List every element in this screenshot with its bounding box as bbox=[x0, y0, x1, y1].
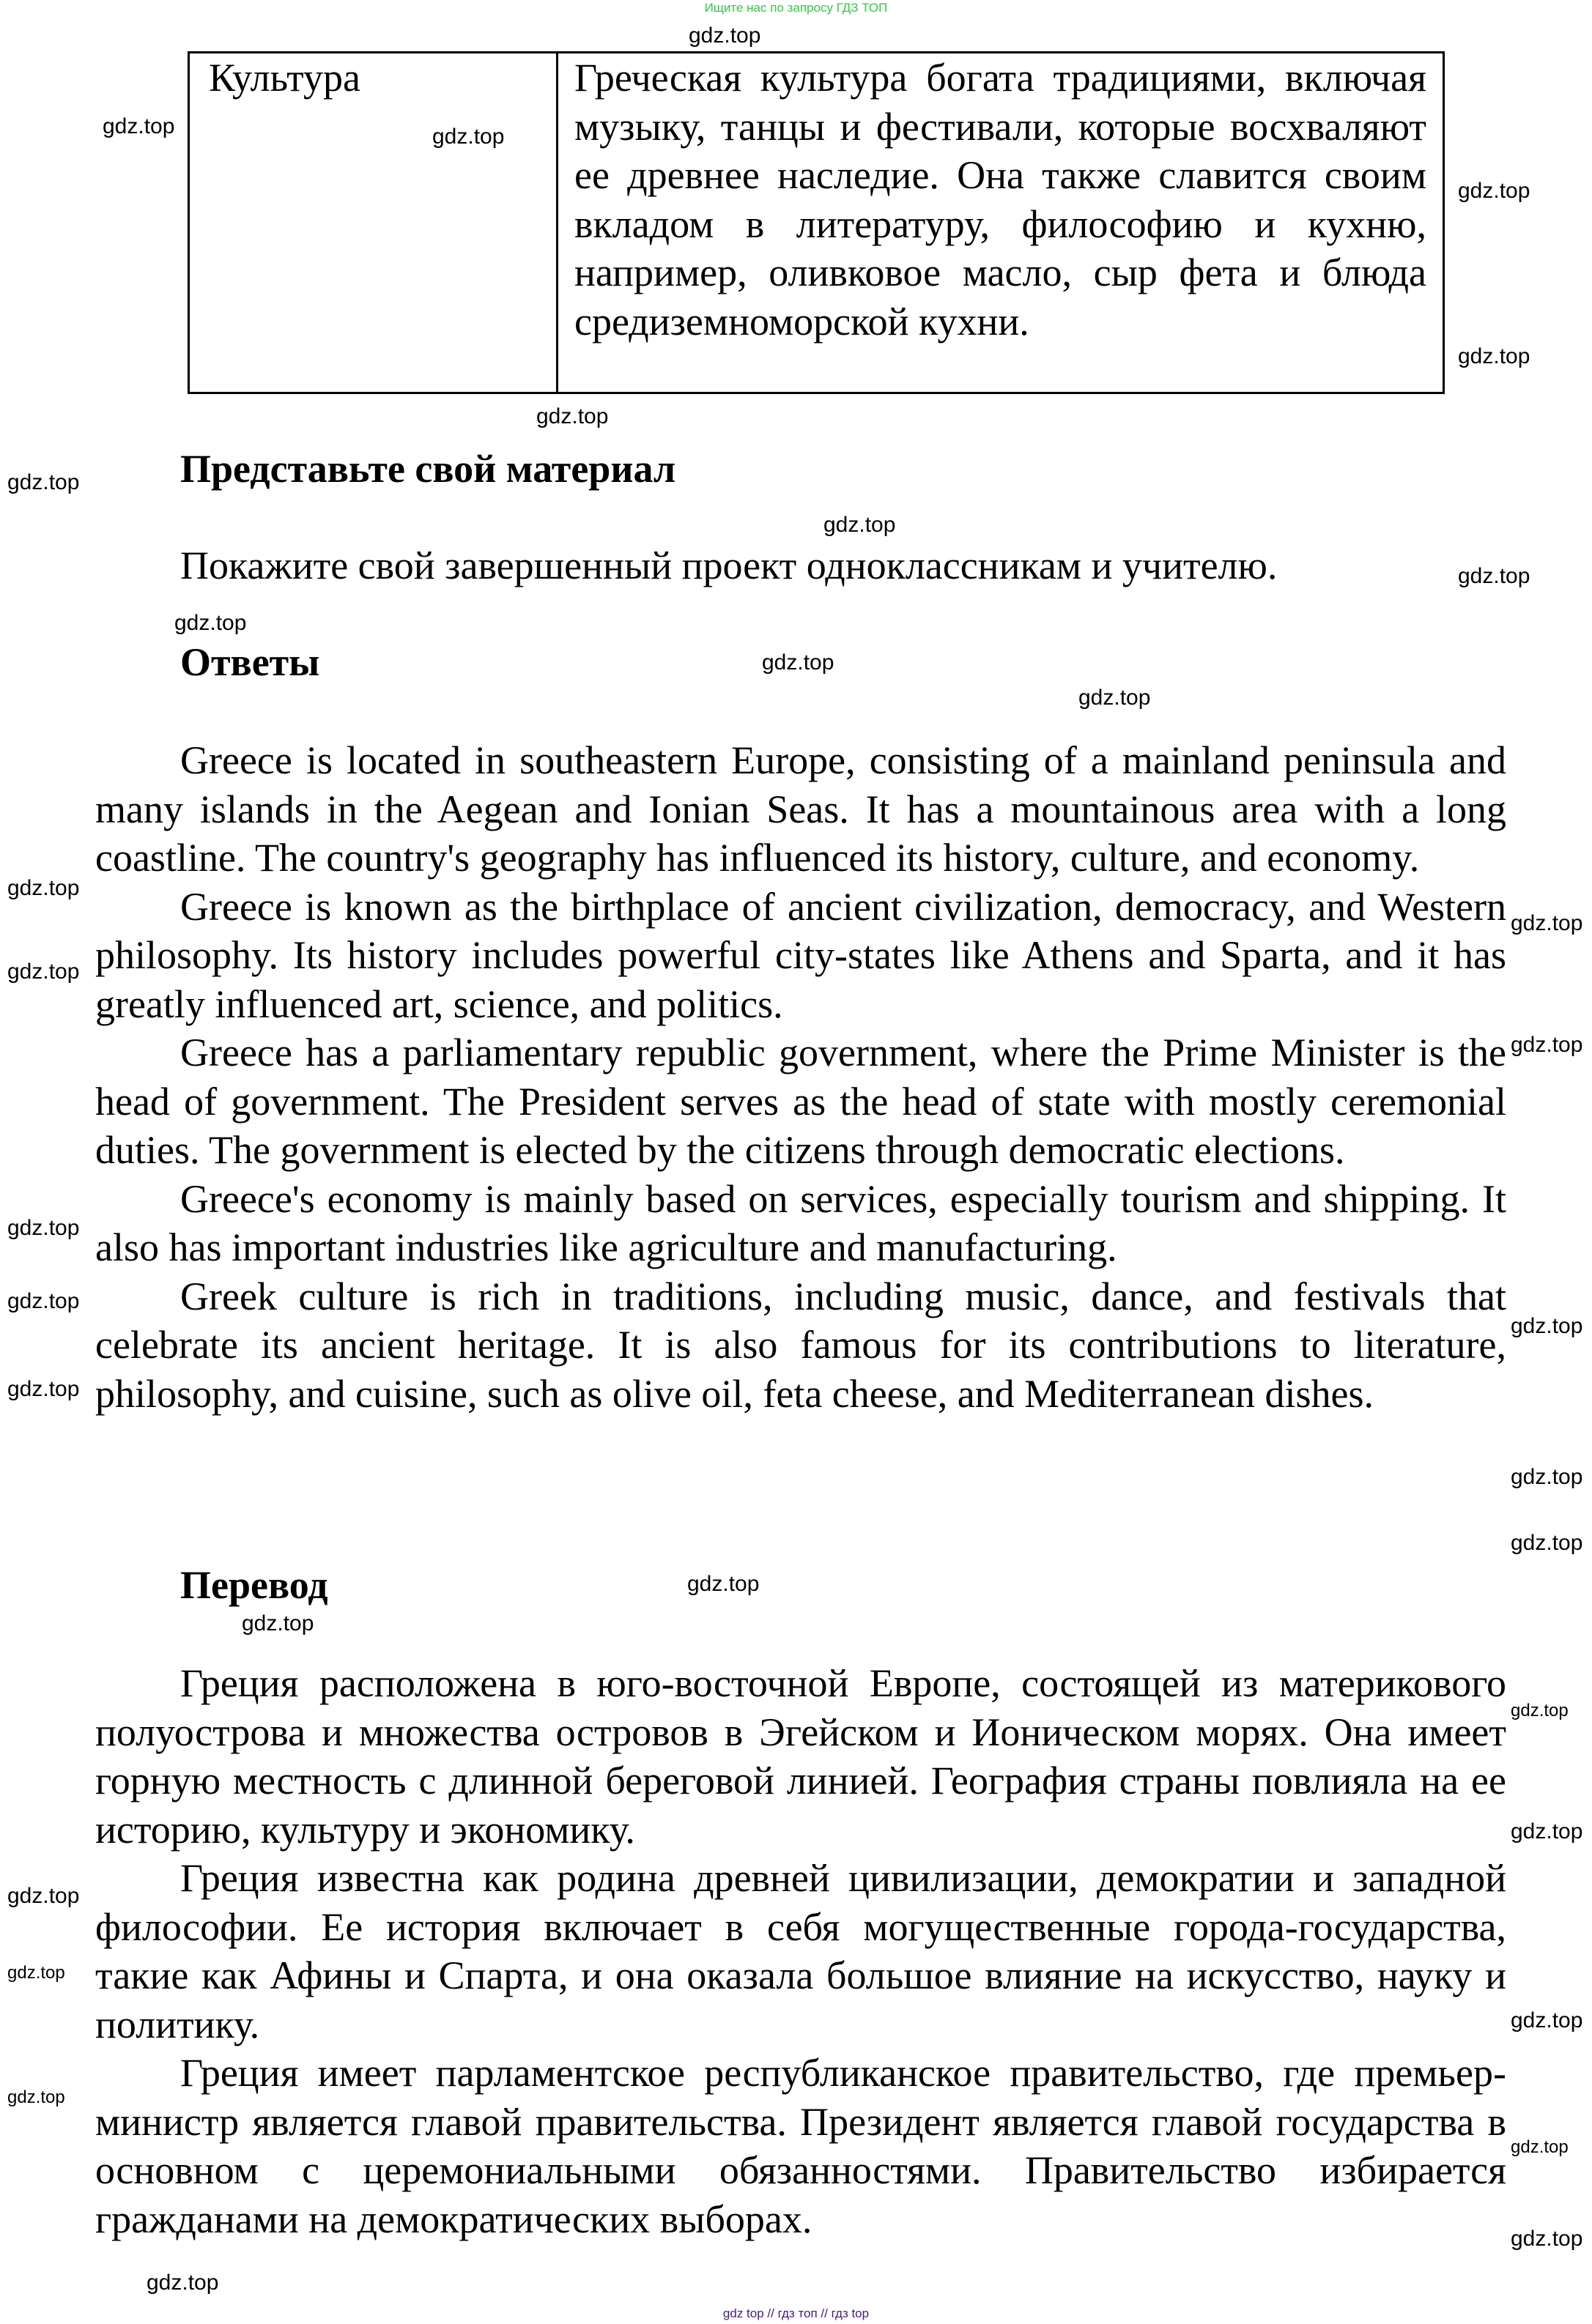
answers-section bbox=[95, 736, 1506, 1418]
culture-table bbox=[188, 51, 1445, 394]
watermark: gdz.top bbox=[1511, 1465, 1583, 1489]
answer-paragraph: Greece is known as the birthplace of ancient civilization, democracy, and Western philosophy. Its history includes powerful city-states like Athens and Sparta, and it has greatly influenced art, science, and politics. bbox=[95, 884, 1506, 1026]
answer-paragraph: Greece is located in southeastern Europe, consisting of a mainland peninsula and many islands in the Aegean and Ionian Seas. It has a mountainous area with a long coastline. The country's geography has influenced its history, culture, and economy. bbox=[95, 738, 1506, 880]
watermark: gdz.top bbox=[1511, 2227, 1583, 2251]
translation-paragraph: Греция расположена в юго-восточной Европе, состоящей из материкового полуострова и множества островов в Эгейском и Ионическом морях. Она имеет горную местность с длинной береговой линией. География страны повлияла на ее историю, культуру и экономику. bbox=[95, 1661, 1506, 1852]
watermark: gdz.top bbox=[432, 125, 505, 149]
watermark: gdz.top bbox=[7, 2087, 65, 2107]
watermark: gdz.top bbox=[1511, 1314, 1583, 1338]
watermark: gdz.top bbox=[536, 404, 609, 428]
watermark: gdz.top bbox=[1458, 564, 1530, 588]
answers-heading: Ответы bbox=[180, 640, 320, 684]
watermark: gdz.top bbox=[242, 1611, 314, 1636]
bottom-banner[interactable]: gdz top // гдз топ // гдз top bbox=[722, 2306, 870, 2320]
watermark: gdz.top bbox=[7, 1289, 80, 1313]
answer-paragraph: Greece has a parliamentary republic government, where the Prime Minister is the head of government. The President serves as the head of state with mostly ceremonial duties. The government is elected by the citizens through democratic elections. bbox=[95, 1031, 1506, 1172]
translation-paragraph: Греция известна как родина древней цивилизации, демократии и западной философии. Ее история включает в себя могущественные города-государства, такие как Афины и Спарта, и она оказала большое влияние на искусство, науку и политику. bbox=[95, 1856, 1506, 2046]
watermark: gdz.top bbox=[1511, 1701, 1569, 1720]
watermark: gdz.top bbox=[1458, 344, 1530, 368]
answer-paragraph: Greek culture is rich in traditions, including music, dance, and festivals that celebrate its ancient heritage. It is also famous for its contributions to literature, philosophy, and cuisine, such as olive oil, feta cheese, and Mediterranean dishes. bbox=[95, 1274, 1506, 1416]
watermark: gdz.top bbox=[7, 876, 80, 900]
watermark: gdz.top bbox=[7, 1377, 80, 1401]
watermark: gdz.top bbox=[762, 650, 834, 675]
watermark: gdz.top bbox=[103, 114, 175, 138]
watermark: gdz.top bbox=[1511, 1819, 1583, 1844]
watermark: gdz.top bbox=[1511, 2008, 1583, 2032]
watermark: gdz.top bbox=[147, 2271, 219, 2295]
watermark: gdz.top bbox=[1511, 911, 1583, 935]
watermark: gdz.top bbox=[689, 23, 761, 48]
watermark: gdz.top bbox=[7, 1216, 80, 1240]
answer-paragraph: Greece's economy is mainly based on services, especially tourism and shipping. It also has important industries like agriculture and manufacturing. bbox=[95, 1176, 1506, 1269]
top-banner[interactable]: Ищите нас по запросу ГДЗ ТОП bbox=[704, 1, 888, 15]
watermark: gdz.top bbox=[1511, 1033, 1583, 1057]
watermark: gdz.top bbox=[174, 611, 247, 635]
table-text-cell: Греческая культура богата традициями, включая музыку, танцы и фестивали, которые восхваляют ее древнее наследие. Она также славится своим вкладом в литературу, философию и кухню, например, оливковое масло, сыр фета и блюда средиземноморской кухни. bbox=[558, 53, 1444, 393]
watermark: gdz.top bbox=[823, 513, 896, 537]
watermark: gdz.top bbox=[7, 470, 80, 494]
watermark: gdz.top bbox=[1511, 1531, 1583, 1555]
watermark: gdz.top bbox=[1458, 179, 1530, 203]
translation-paragraph: Греция имеет парламентское республиканское правительство, где премьер-министр является главой правительства. Президент является главой государства в основном с церемониальными обязанностями. Правительство избирается гражданами на демократических выборах. bbox=[95, 2051, 1506, 2241]
translation-section bbox=[95, 1659, 1506, 2243]
present-text: Покажите свой завершенный проект одноклассникам и учителю. bbox=[180, 543, 1278, 587]
watermark: gdz.top bbox=[7, 959, 80, 984]
watermark: gdz.top bbox=[1511, 2137, 1569, 2157]
watermark: gdz.top bbox=[7, 1884, 80, 1908]
table-label-cell: Культура bbox=[189, 53, 558, 393]
watermark: gdz.top bbox=[1078, 686, 1151, 710]
translation-heading: Перевод bbox=[180, 1563, 328, 1607]
present-heading: Представьте свой материал bbox=[180, 447, 676, 491]
watermark: gdz.top bbox=[687, 1572, 760, 1596]
watermark: gdz.top bbox=[7, 1963, 65, 1983]
